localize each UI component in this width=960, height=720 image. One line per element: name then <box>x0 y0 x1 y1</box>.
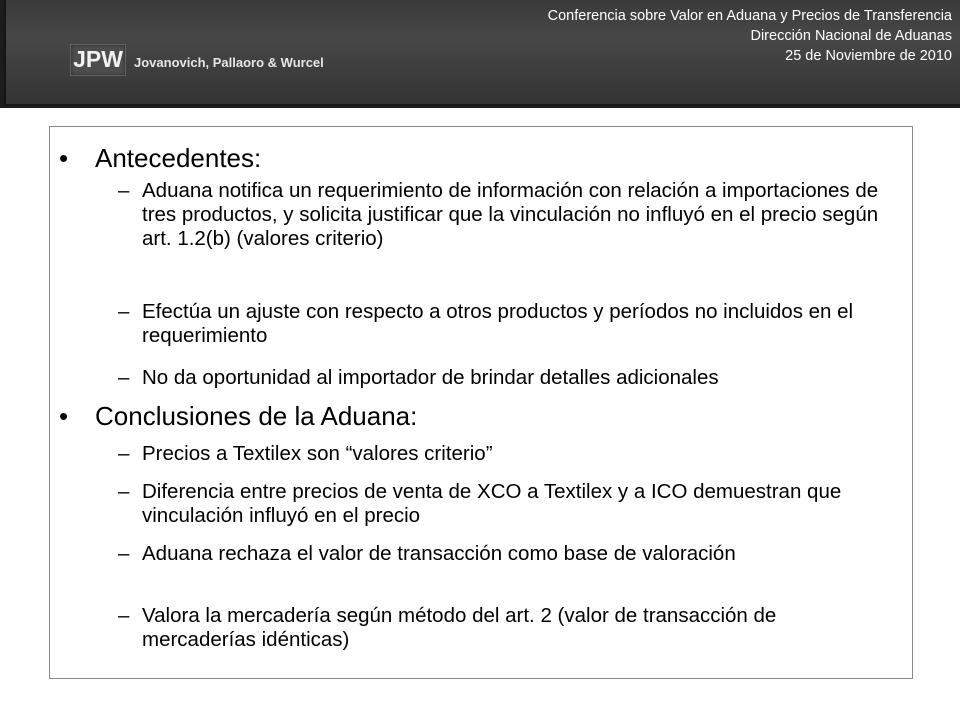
dash-icon: – <box>118 442 130 465</box>
list-item-text: No da oportunidad al importador de brindar detalles adicionales <box>142 366 719 389</box>
dash-icon: – <box>118 542 130 565</box>
conference-date: 25 de Noviembre de 2010 <box>785 48 952 64</box>
section-heading-text: Conclusiones de la Aduana: <box>95 401 418 431</box>
firm-logo <box>70 44 126 76</box>
conference-info <box>548 6 952 66</box>
bullet-icon: • <box>59 143 69 173</box>
dash-icon: – <box>118 366 130 389</box>
logo-text: JPW <box>73 46 123 72</box>
header-panel <box>4 0 960 106</box>
list-item-text: Diferencia entre precios de venta de XCO a Textilex y a ICO demuestran que vinculación influyó en el precio <box>142 480 842 527</box>
slide-header <box>0 0 960 108</box>
list-item-text: Valora la mercadería según método del art. 2 (valor de transacción de mercaderías idénticas) <box>142 604 777 651</box>
dash-icon: – <box>118 300 130 323</box>
section-heading-text: Antecedentes: <box>95 143 262 173</box>
firm-name: Jovanovich, Pallaoro & Wurcel <box>134 55 324 70</box>
dash-icon: – <box>118 604 130 627</box>
bullet-icon: • <box>59 401 69 431</box>
slide-content <box>49 126 913 679</box>
list-item-text: Aduana notifica un requerimiento de información con relación a importaciones de tres productos, y solicita justificar que la vinculación no influyó en el precio según art. 1.2(b) (valores criterio) <box>142 179 879 250</box>
dash-icon: – <box>118 480 130 503</box>
list-item-text: Aduana rechaza el valor de transacción como base de valoración <box>142 542 736 565</box>
list-item-text: Efectúa un ajuste con respecto a otros productos y períodos no incluidos en el requerimiento <box>142 300 854 347</box>
conference-title: Conferencia sobre Valor en Aduana y Precios de Transferencia <box>547 8 952 24</box>
conference-organizer: Dirección Nacional de Aduanas <box>750 28 952 44</box>
dash-icon: – <box>118 179 130 202</box>
list-item-text: Precios a Textilex son “valores criterio” <box>142 442 493 465</box>
